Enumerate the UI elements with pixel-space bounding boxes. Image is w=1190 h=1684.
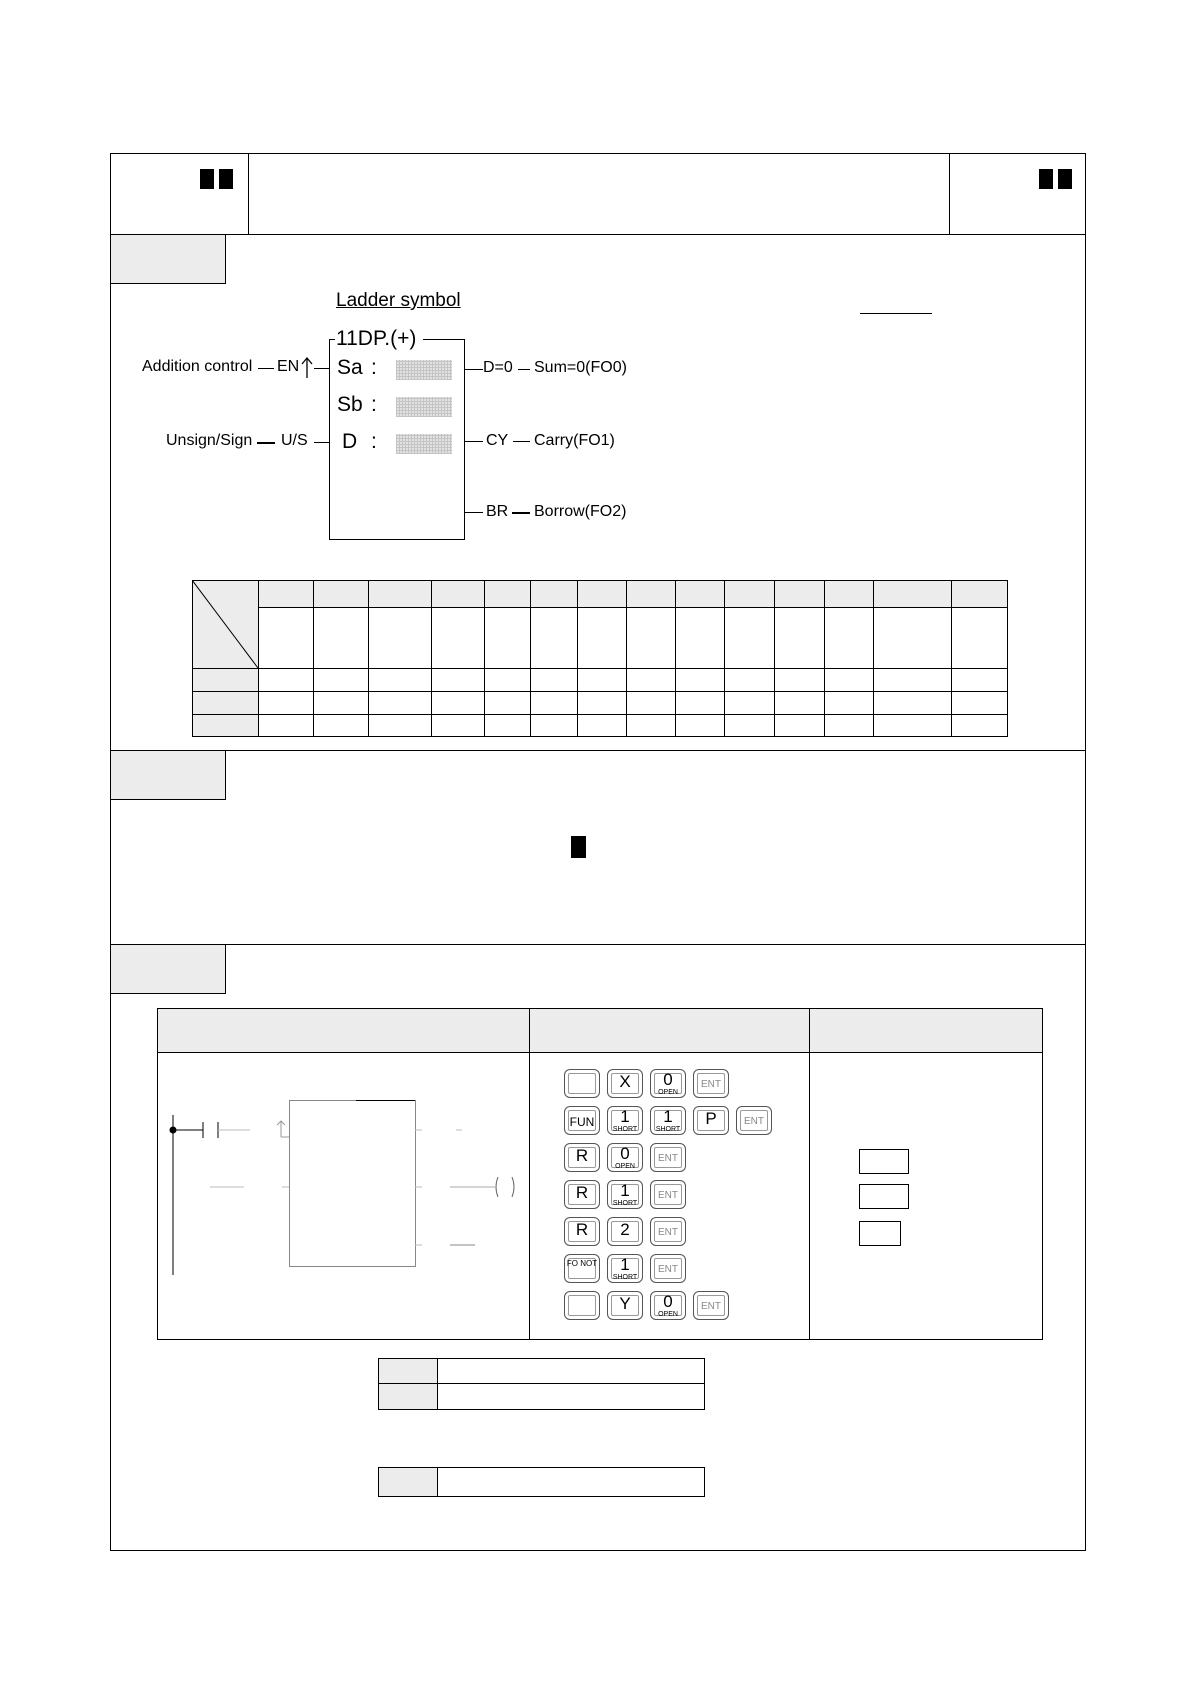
keypad-key-sublabel: OPEN: [615, 1163, 635, 1170]
keypad-key-label: Y: [619, 1294, 631, 1313]
example-col-divider-2: [809, 1008, 810, 1340]
input-signal-us: Unsign/Sign: [166, 432, 253, 449]
keypad-key-r1-c3: [650, 1069, 686, 1098]
keypad-key-label: R: [575, 1220, 589, 1239]
result-box-2: [859, 1184, 909, 1209]
keypad-key-r4-c1: [564, 1180, 600, 1209]
keypad-key-label: X: [619, 1072, 631, 1091]
keypad-key-r6-c1: [564, 1254, 600, 1283]
output-pin-d0: D=0: [483, 359, 513, 376]
header-left-mark-2: [219, 169, 233, 189]
operand-sb-field: [396, 397, 452, 417]
register-table-1-row-divider: [378, 1383, 705, 1384]
result-box-3: [859, 1221, 901, 1246]
output-br-dash: [512, 512, 530, 514]
operand-d: D: [342, 430, 358, 453]
keypad-key-r6-c2: [607, 1254, 643, 1283]
output-signal-sum0: Sum=0(FO0): [534, 359, 627, 376]
keypad-key-r5-c1: [564, 1217, 600, 1246]
keypad-key-label: ENT: [658, 1190, 678, 1201]
keypad-key-r3-c3: [650, 1143, 686, 1172]
keypad-key-label: ENT: [658, 1227, 678, 1238]
keypad-key-r2-c4: [693, 1106, 729, 1135]
keypad-key-r5-c3: [650, 1217, 686, 1246]
example-table-header: [158, 1009, 1042, 1053]
keypad-key-label: 0: [620, 1144, 630, 1163]
output-d0-lead: [465, 369, 483, 370]
keypad-key-label: 0: [663, 1070, 673, 1089]
output-cy-dash: [513, 441, 530, 442]
section-tab-3: [110, 944, 226, 994]
header-left-mark-1: [200, 169, 214, 189]
keypad-key-r6-c3: [650, 1254, 686, 1283]
rising-edge-icon: [300, 356, 314, 380]
keypad-key-r1-c1: [564, 1069, 600, 1098]
function-block-top-right: [423, 339, 465, 340]
keypad-key-r7-c4: [693, 1291, 729, 1320]
keypad-key-r1-c2: [607, 1069, 643, 1098]
keypad-key-label: ENT: [744, 1116, 764, 1127]
keypad-key-r2-c5: [736, 1106, 772, 1135]
keypad-key-sublabel: OPEN: [658, 1089, 678, 1096]
operand-sb: Sb: [337, 393, 363, 416]
keypad-key-r7-c2: [607, 1291, 643, 1320]
function-block-top-left: [329, 339, 335, 340]
keypad-key-r7-c3: [650, 1291, 686, 1320]
header-right-divider: [949, 153, 950, 235]
keypad-key-r3-c1: [564, 1143, 600, 1172]
keypad-key-sublabel: SHORT: [612, 1200, 638, 1207]
keypad-key-label: ENT: [658, 1153, 678, 1164]
keypad-key-r2-c2: [607, 1106, 643, 1135]
keypad-key-label: P: [705, 1109, 717, 1128]
section-2-mark: [571, 836, 586, 858]
keypad-key-label: 1: [663, 1107, 673, 1126]
keypad-key-label: FO NOT: [566, 1259, 598, 1268]
keypad-key-sublabel: OPEN: [658, 1311, 678, 1318]
keypad-key-label: 1: [620, 1255, 630, 1274]
register-table-1-label-col: [379, 1359, 438, 1409]
keypad-key-label: FUN: [569, 1115, 595, 1129]
header-divider: [110, 234, 1086, 235]
section-tab-1: [110, 234, 226, 284]
function-name: 11DP.(+): [336, 327, 417, 350]
keypad-key-label: ENT: [701, 1079, 721, 1090]
output-d0-dash: [518, 369, 530, 370]
output-pin-cy: CY: [486, 432, 509, 449]
header-right-mark-1: [1039, 169, 1053, 189]
keypad-key-r1-c4: [693, 1069, 729, 1098]
blank-underline: [860, 313, 932, 314]
operand-sa-colon: :: [371, 356, 377, 379]
output-pin-br: BR: [486, 503, 509, 520]
operand-d-colon: :: [371, 430, 377, 453]
keypad-key-label: R: [575, 1146, 589, 1165]
keypad-key-r5-c2: [607, 1217, 643, 1246]
keypad-key-r4-c2: [607, 1180, 643, 1209]
keypad-key-label: 2: [620, 1220, 630, 1239]
ladder-symbol-title: Ladder symbol: [336, 290, 461, 311]
keypad-sequence: [564, 1069, 804, 1329]
section-tab-2: [110, 750, 226, 800]
keypad-key-r2-c1: [564, 1106, 600, 1135]
input-signal-en: Addition control: [142, 358, 253, 375]
header-left-divider: [248, 153, 249, 235]
section-2-divider: [110, 750, 1086, 751]
keypad-key-label: 0: [663, 1292, 673, 1311]
keypad-key-sublabel: SHORT: [655, 1126, 681, 1133]
input-us-dash: [257, 442, 275, 444]
output-cy-lead: [465, 441, 483, 442]
keypad-key-r2-c3: [650, 1106, 686, 1135]
keypad-key-r7-c1: [564, 1291, 600, 1320]
keypad-key-label: R: [575, 1183, 589, 1202]
output-br-lead: [465, 512, 483, 513]
keypad-key-label: 1: [620, 1107, 630, 1126]
operand-sa-field: [396, 360, 452, 380]
register-table-2-label-col: [379, 1468, 438, 1496]
section-3-divider: [110, 944, 1086, 945]
result-box-1: [859, 1149, 909, 1174]
keypad-key-r3-c2: [607, 1143, 643, 1172]
keypad-key-label: 1: [620, 1181, 630, 1200]
output-signal-carry: Carry(FO1): [534, 432, 615, 449]
operand-sb-colon: :: [371, 393, 377, 416]
input-en-dash: [258, 368, 274, 369]
output-signal-borrow: Borrow(FO2): [534, 503, 627, 520]
input-us-lead: [314, 442, 329, 443]
example-ladder-diagram: [160, 1090, 530, 1290]
keypad-key-sublabel: SHORT: [612, 1126, 638, 1133]
operand-d-field: [396, 434, 452, 454]
header-right-mark-2: [1058, 169, 1072, 189]
operand-sa: Sa: [337, 356, 363, 379]
keypad-key-sublabel: SHORT: [612, 1274, 638, 1281]
keypad-key-label: ENT: [701, 1301, 721, 1312]
input-pin-us: U/S: [281, 432, 308, 449]
operand-range-table: [192, 580, 1008, 737]
keypad-key-label: ENT: [658, 1264, 678, 1275]
input-en-lead: [314, 368, 329, 369]
keypad-key-r4-c3: [650, 1180, 686, 1209]
input-pin-en: EN: [277, 358, 300, 375]
